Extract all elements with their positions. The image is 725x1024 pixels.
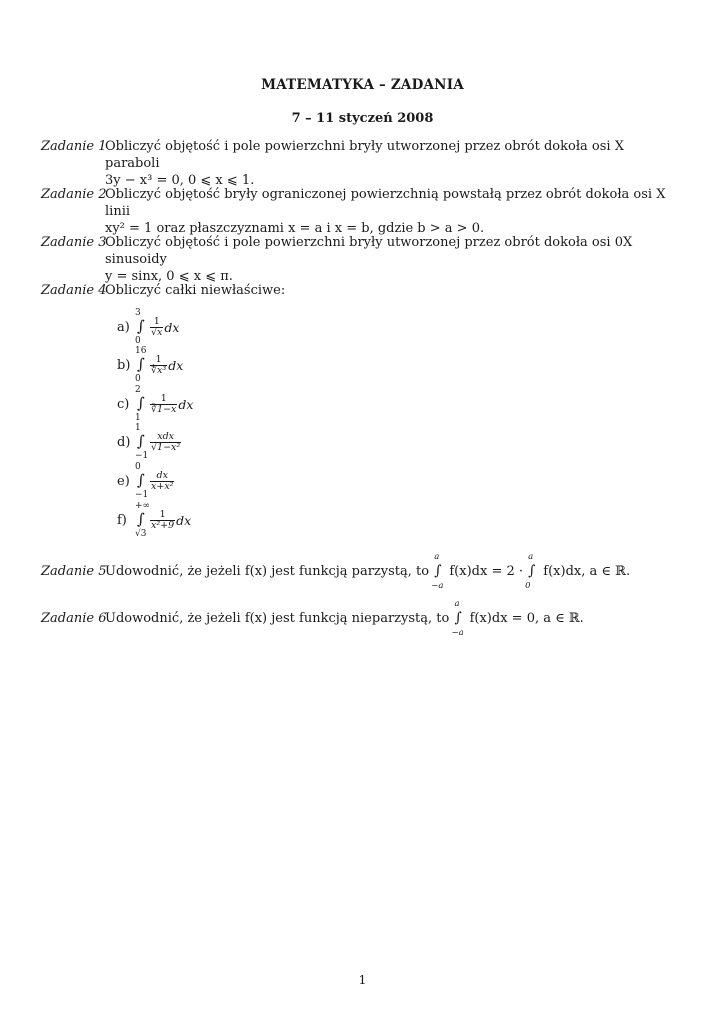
task-label: Zadanie 3 bbox=[41, 235, 107, 250]
item-label: b) bbox=[117, 357, 131, 373]
page-number: 1 bbox=[358, 972, 367, 987]
lower-limit: 1 bbox=[135, 413, 141, 423]
task-3 bbox=[41, 234, 681, 285]
item-label: d) bbox=[117, 434, 131, 450]
integral-sign: 0 ∫ −1 bbox=[135, 462, 149, 500]
fraction bbox=[150, 394, 177, 415]
integral-item bbox=[117, 462, 175, 500]
lower-limit: 0 bbox=[135, 336, 141, 346]
task-formula: f(x)dx = 0, a ∈ ℝ. bbox=[469, 611, 584, 626]
task-formula: f(x)dx, a ∈ ℝ. bbox=[543, 564, 631, 579]
fraction bbox=[150, 355, 167, 376]
fraction bbox=[150, 510, 175, 531]
integral-item bbox=[117, 346, 183, 384]
integral-sign: 3 ∫ 0 bbox=[135, 308, 145, 346]
lower-limit: √3 bbox=[135, 529, 147, 539]
task-label: Zadanie 1 bbox=[41, 139, 107, 154]
upper-limit: 0 bbox=[135, 462, 141, 472]
fraction bbox=[150, 471, 174, 492]
task-text: Udowodnić, że jeżeli f(x) jest funkcją nieparzystą, to bbox=[105, 611, 450, 626]
integral-sign: +∞ ∫ √3 bbox=[135, 501, 151, 539]
numerator: 1 bbox=[155, 353, 162, 365]
task-text: Obliczyć objętość bryły ograniczonej powierzchnią powstałą przez obrót dokoła osi X linii bbox=[105, 187, 666, 219]
page-subtitle: 7 – 11 styczeń 2008 bbox=[291, 111, 434, 126]
numerator: dx bbox=[156, 469, 168, 481]
item-label: f) bbox=[117, 512, 127, 528]
integral-item bbox=[117, 423, 182, 461]
task-formula: xy² = 1 oraz płaszczyznami x = a i x = b, gdzie b > a > 0. bbox=[105, 221, 485, 236]
fraction bbox=[150, 317, 163, 338]
task-formula: 3y − x³ = 0, 0 ⩽ x ⩽ 1. bbox=[105, 173, 255, 188]
upper-limit: 16 bbox=[135, 346, 147, 356]
integral-item bbox=[117, 385, 193, 423]
upper-limit: a bbox=[434, 552, 440, 562]
lower-limit: −a bbox=[431, 581, 444, 591]
integral-item bbox=[117, 308, 179, 346]
upper-limit: +∞ bbox=[135, 501, 151, 511]
task-1 bbox=[41, 138, 681, 189]
task-text: Obliczyć objętość i pole powierzchni bryły utworzonej przez obrót dokoła osi 0X sinusoidy bbox=[105, 235, 633, 267]
denominator: x²+9 bbox=[151, 519, 175, 531]
differential: dx bbox=[168, 357, 184, 373]
lower-limit: −a bbox=[451, 628, 464, 638]
task-6 bbox=[41, 599, 681, 638]
lower-limit: −1 bbox=[135, 451, 149, 461]
task-label: Zadanie 6 bbox=[41, 611, 107, 626]
differential: dx bbox=[164, 319, 180, 335]
differential: dx bbox=[176, 512, 192, 528]
upper-limit: a bbox=[454, 599, 460, 609]
upper-limit: 3 bbox=[135, 308, 141, 318]
page-title: MATEMATYKA – ZADANIA bbox=[261, 77, 464, 93]
task-label: Zadanie 2 bbox=[41, 187, 107, 202]
integral-sign: 16 ∫ 0 bbox=[135, 346, 147, 384]
numerator: 1 bbox=[153, 315, 160, 327]
task-text: Obliczyć całki niewłaściwe: bbox=[105, 283, 286, 298]
denominator: √x bbox=[151, 326, 163, 338]
lower-limit: 0 bbox=[135, 374, 141, 384]
denominator: ∜x³ bbox=[151, 364, 167, 376]
denominator: x+x² bbox=[151, 480, 174, 492]
task-formula: y = sinx, 0 ⩽ x ⩽ π. bbox=[105, 269, 233, 284]
item-label: c) bbox=[117, 396, 130, 412]
integral-sign: 1 ∫ −1 bbox=[135, 423, 149, 461]
task-text: Obliczyć objętość i pole powierzchni bryły utworzonej przez obrót dokoła osi X paraboli bbox=[105, 139, 624, 171]
integral-sign: 2 ∫ 1 bbox=[135, 385, 145, 423]
task-formula: f(x)dx = 2 · bbox=[449, 564, 524, 579]
integral-item bbox=[117, 501, 191, 539]
lower-limit: −1 bbox=[135, 490, 149, 500]
upper-limit: 2 bbox=[135, 385, 141, 395]
numerator: 1 bbox=[159, 508, 166, 520]
numerator: 1 bbox=[160, 392, 167, 404]
task-text: Udowodnić, że jeżeli f(x) jest funkcją parzystą, to bbox=[105, 564, 430, 579]
task-4 bbox=[41, 282, 681, 299]
task-5 bbox=[41, 552, 681, 591]
integral-sign: a ∫ 0 bbox=[527, 563, 539, 580]
item-label: e) bbox=[117, 473, 130, 489]
integral-sign: a ∫ −a bbox=[453, 610, 465, 627]
task-2 bbox=[41, 186, 681, 237]
numerator: xdx bbox=[157, 430, 175, 442]
fraction bbox=[150, 432, 181, 453]
denominator: √1−x² bbox=[151, 441, 181, 453]
item-label: a) bbox=[117, 319, 130, 335]
upper-limit: 1 bbox=[135, 423, 141, 433]
denominator: ∛1−x bbox=[151, 403, 177, 415]
differential: dx bbox=[178, 396, 194, 412]
task-label: Zadanie 5 bbox=[41, 564, 107, 579]
lower-limit: 0 bbox=[525, 581, 531, 591]
integral-sign: a ∫ −a bbox=[433, 563, 445, 580]
task-label: Zadanie 4 bbox=[41, 283, 107, 298]
upper-limit: a bbox=[528, 552, 534, 562]
